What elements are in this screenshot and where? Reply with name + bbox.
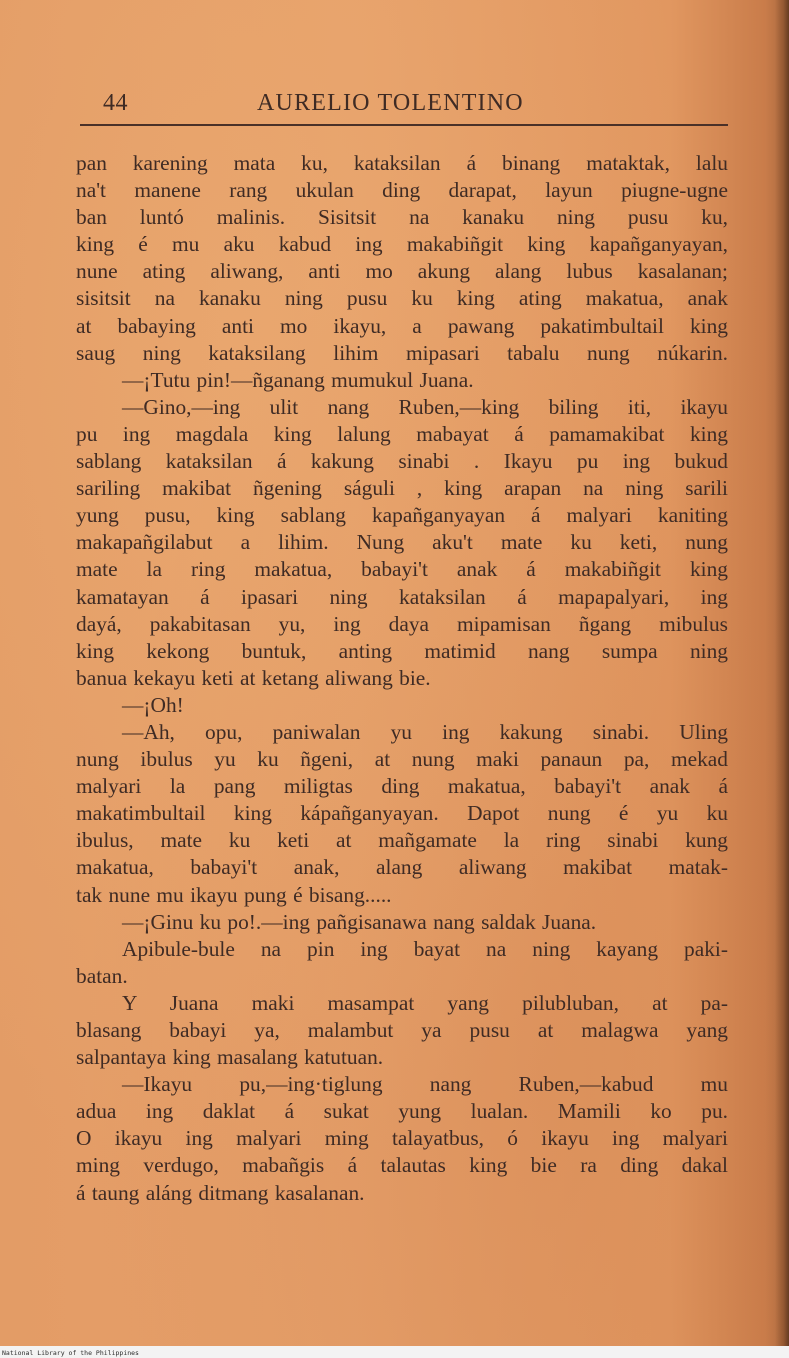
text-line: yung pusu, king sablang kapañganyayan á malyari kaniting bbox=[76, 503, 728, 528]
text-line: adua ing daklat á sukat yung lualan. Mamili ko pu. bbox=[76, 1099, 728, 1124]
text-line: batan. bbox=[76, 963, 128, 988]
text-line: —¡Ginu ku po!.—ing pañgisanawa nang saldak Juana. bbox=[122, 909, 597, 934]
text-line: king kekong buntuk, anting matimid nang sumpa ning bbox=[76, 638, 728, 663]
text-line: malyari la pang miligtas ding makatua, babayi't anak á bbox=[76, 774, 728, 799]
text-line: nune ating aliwang, anti mo akung alang lubus kasalanan; bbox=[76, 259, 728, 284]
text-line: Apibule-bule na pin ing bayat na ning kayang paki- bbox=[122, 936, 728, 961]
text-line: makapañgilabut a lihim. Nung aku't mate ku keti, nung bbox=[76, 530, 728, 555]
text-line: —¡Tutu pin!—ñganang mumukul Juana. bbox=[122, 367, 474, 392]
page-number: 44 bbox=[103, 90, 128, 116]
text-line: ibulus, mate ku keti at mañgamate la ring sinabi kung bbox=[76, 828, 728, 853]
text-line: salpantaya king masalang katutuan. bbox=[76, 1045, 384, 1070]
text-line: mate la ring makatua, babayi't anak á makabiñgit king bbox=[76, 557, 728, 582]
text-line: pan karening mata ku, kataksilan á binang mataktak, lalu bbox=[76, 151, 728, 175]
text-line: king é mu aku kabud ing makabiñgit king kapañganyayan, bbox=[76, 232, 728, 257]
text-line: na't manene rang ukulan ding darapat, layun piugne-ugne bbox=[76, 178, 728, 203]
text-line: —¡Oh! bbox=[122, 692, 184, 717]
text-line: dayá, pakabitasan yu, ing daya mipamisan ñgang mibulus bbox=[76, 611, 728, 636]
text-line: tak nune mu ikayu pung é bisang..... bbox=[76, 882, 392, 907]
text-line: —Gino,—ing ulit nang Ruben,—king biling iti, ikayu bbox=[122, 394, 728, 419]
text-line: banua kekayu keti at ketang aliwang bie. bbox=[76, 665, 431, 690]
text-line: sablang kataksilan á kakung sinabi . Ikayu pu ing bukud bbox=[76, 449, 728, 474]
text-line: á taung aláng ditmang kasalanan. bbox=[76, 1180, 365, 1205]
text-line: sariling makibat ñgening ságuli , king arapan na ning sarili bbox=[76, 476, 728, 501]
text-line: —Ikayu pu,—ing·tiglung nang Ruben,—kabud mu bbox=[122, 1072, 728, 1097]
footer-credit: National Library of the Philippines bbox=[2, 1349, 139, 1357]
text-line: blasang babayi ya, malambut ya pusu at malagwa yang bbox=[76, 1018, 728, 1042]
page-header bbox=[103, 88, 723, 122]
text-line: O ikayu ing malyari ming talayatbus, ó ikayu ing malyari bbox=[76, 1126, 728, 1151]
text-line: pu ing magdala king lalung mabayat á pamamakibat king bbox=[76, 421, 728, 446]
text-line: kamatayan á ipasari ning kataksilan á mapapalyari, ing bbox=[76, 584, 728, 609]
text-line: sisitsit na kanaku ning pusu ku king ating makatua, anak bbox=[76, 286, 728, 311]
running-title: AURELIO TOLENTINO bbox=[257, 90, 524, 116]
header-rule bbox=[80, 124, 728, 126]
text-line: makatimbultail king kápañganyayan. Dapot nung é yu ku bbox=[76, 801, 728, 826]
body-text bbox=[76, 150, 728, 1207]
page-edge-shadow bbox=[775, 0, 789, 1358]
text-line: saug ning kataksilang lihim mipasari tabalu nung núkarin. bbox=[76, 340, 728, 365]
text-line: makatua, babayi't anak, alang aliwang makibat matak- bbox=[76, 855, 728, 880]
text-line: Y Juana maki masampat yang pilubluban, at pa- bbox=[122, 990, 728, 1015]
text-line: ming verdugo, mabañgis á talautas king bie ra ding dakal bbox=[76, 1153, 728, 1178]
text-line: at babaying anti mo ikayu, a pawang pakatimbultail king bbox=[76, 313, 728, 338]
text-line: —Ah, opu, paniwalan yu ing kakung sinabi. Uling bbox=[122, 719, 728, 744]
text-line: ban luntó malinis. Sisitsit na kanaku ning pusu ku, bbox=[76, 205, 728, 230]
text-line: nung ibulus yu ku ñgeni, at nung maki panaun pa, mekad bbox=[76, 747, 728, 772]
